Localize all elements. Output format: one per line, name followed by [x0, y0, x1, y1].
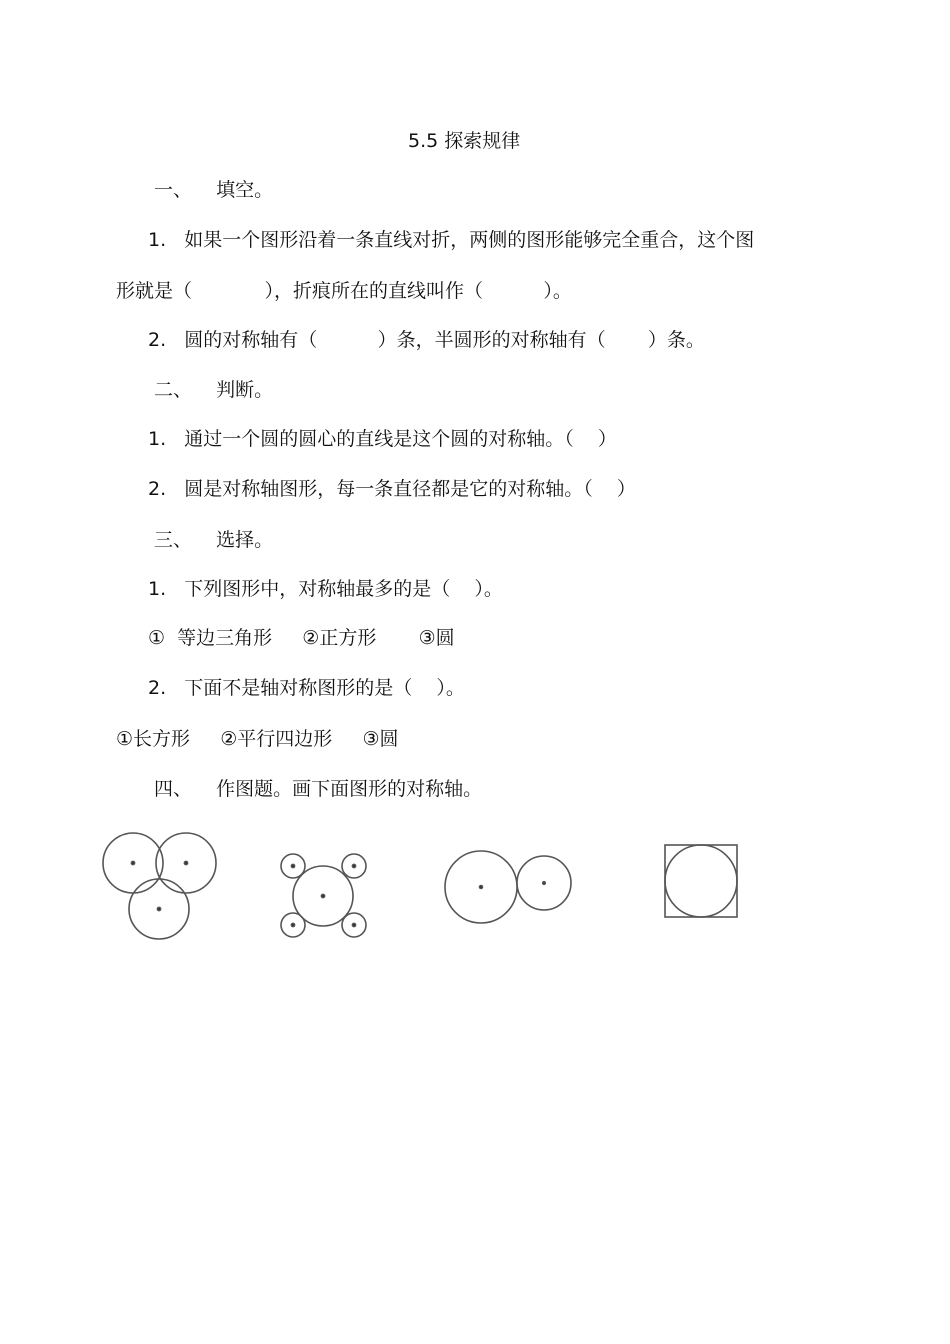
judge-question-2: 2. 圆是对称轴图形，每一条直径都是它的对称轴。（ ）	[148, 478, 636, 500]
fill-question-2: 2. 圆的对称轴有（ ）条，半圆形的对称轴有（ ）条。	[148, 329, 705, 351]
fill-question-1: 1. 如果一个图形沿着一条直线对折，两侧的图形能够完全重合，这个图	[148, 229, 755, 251]
fill-question-1-cont: 形就是（ ），折痕所在的直线叫作（ ）。	[116, 280, 572, 302]
section-heading-choice: 三、 选择。	[154, 529, 274, 551]
figure-two-circles	[445, 851, 571, 923]
section-heading-drawing: 四、 作图题。画下面图形的对称轴。	[154, 778, 483, 800]
figure-five-circles	[281, 854, 366, 937]
section-heading-judge: 二、 判断。	[154, 379, 274, 401]
judge-question-1: 1. 通过一个圆的圆心的直线是这个圆的对称轴。（ ）	[148, 428, 617, 450]
choice-question-2: 2. 下面不是轴对称图形的是（ ）。	[148, 677, 465, 699]
choice-question-1-options: ① 等边三角形 ②正方形 ③圆	[148, 627, 455, 649]
choice-question-1: 1. 下列图形中，对称轴最多的是（ ）。	[148, 578, 503, 600]
section-heading-fill: 一、 填空。	[154, 179, 274, 201]
figure-circle-in-square	[665, 845, 737, 917]
page-title: 5.5 探索规律	[408, 130, 521, 152]
figure-three-circles	[103, 833, 216, 939]
choice-question-2-options: ①长方形 ②平行四边形 ③圆	[116, 728, 399, 750]
